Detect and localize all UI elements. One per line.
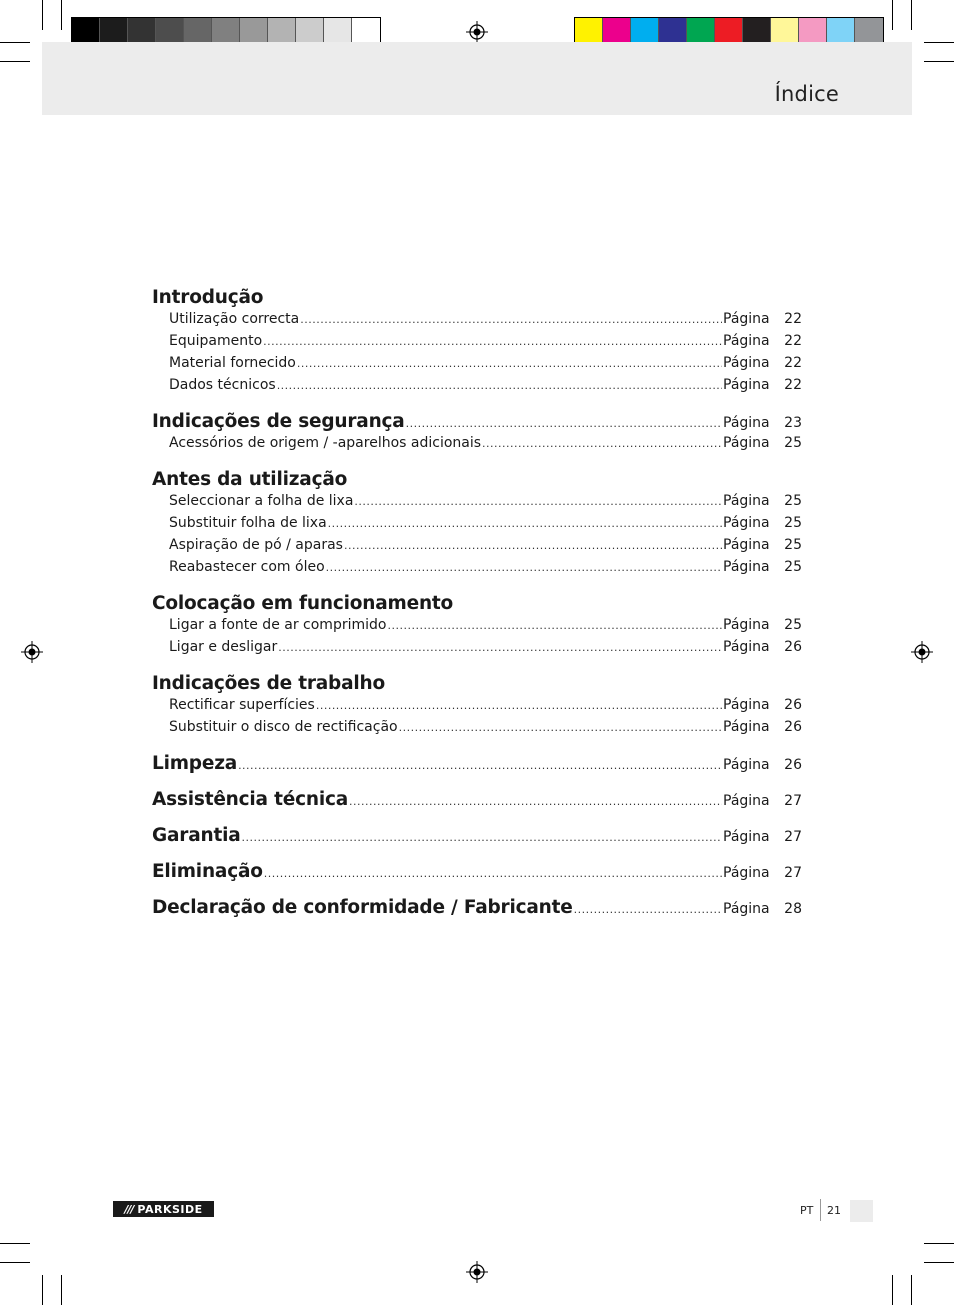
page-ref: 22 xyxy=(784,355,802,371)
entry-label: Substituir o disco de rectificação xyxy=(169,719,398,735)
section-title: Assistência técnica xyxy=(152,789,349,810)
toc-section xyxy=(152,593,802,661)
page-label: Página xyxy=(723,415,770,431)
toc-section-heading[interactable] xyxy=(152,897,802,921)
footer-divider xyxy=(820,1199,821,1221)
section-title: Indicações de trabalho xyxy=(152,673,385,694)
page-ref: 22 xyxy=(784,333,802,349)
dot-leader xyxy=(316,699,722,712)
page-label: Página xyxy=(723,435,770,451)
toc-entry[interactable] xyxy=(152,719,802,741)
entry-label: Ligar e desligar xyxy=(169,639,278,655)
toc-section xyxy=(152,897,802,921)
dot-leader xyxy=(297,357,722,370)
toc-section-heading[interactable] xyxy=(152,593,802,617)
crop-mark xyxy=(924,61,954,62)
entry-label: Utilização correcta xyxy=(169,311,300,327)
page-label: Página xyxy=(723,639,770,655)
page-ref: 25 xyxy=(784,435,802,451)
toc-section-heading[interactable] xyxy=(152,753,802,777)
page-label: Página xyxy=(723,493,770,509)
crop-mark xyxy=(0,1243,30,1244)
dot-leader xyxy=(387,619,722,632)
brand-mark: /// xyxy=(124,1202,134,1216)
toc-section xyxy=(152,411,802,457)
page-ref: 25 xyxy=(784,537,802,553)
toc-section xyxy=(152,469,802,581)
dot-leader xyxy=(354,495,722,508)
page-ref: 25 xyxy=(784,559,802,575)
section-gap xyxy=(152,741,802,753)
toc-section-heading[interactable] xyxy=(152,825,802,849)
registration-mark-icon xyxy=(466,1261,488,1283)
dot-leader xyxy=(263,335,722,348)
entry-label: Ligar a fonte de ar comprimido xyxy=(169,617,387,633)
section-gap xyxy=(152,849,802,861)
entry-label: Substituir folha de lixa xyxy=(169,515,327,531)
crop-mark xyxy=(924,1262,954,1263)
toc-section xyxy=(152,825,802,849)
crop-mark xyxy=(61,0,62,30)
page-ref: 27 xyxy=(784,865,802,881)
crop-mark xyxy=(42,0,43,30)
toc-entry[interactable] xyxy=(152,537,802,559)
crop-mark xyxy=(0,61,30,62)
registration-mark-icon xyxy=(21,641,43,663)
crop-mark xyxy=(892,1275,893,1305)
crop-mark xyxy=(924,42,954,43)
toc-section xyxy=(152,789,802,813)
dot-leader xyxy=(264,867,722,880)
section-title: Limpeza xyxy=(152,753,238,774)
dot-leader xyxy=(406,417,722,430)
crop-mark xyxy=(892,0,893,30)
page-label: Página xyxy=(723,793,770,809)
page-ref: 28 xyxy=(784,901,802,917)
dot-leader xyxy=(349,795,722,808)
entry-label: Aspiração de pó / aparas xyxy=(169,537,343,553)
page-ref: 26 xyxy=(784,719,802,735)
registration-mark-icon xyxy=(911,641,933,663)
page-ref: 26 xyxy=(784,757,802,773)
crop-mark xyxy=(924,1243,954,1244)
dot-leader xyxy=(277,379,722,392)
toc-entry[interactable] xyxy=(152,697,802,719)
toc-section-heading[interactable] xyxy=(152,287,802,311)
language-code: PT xyxy=(800,1204,814,1217)
page-ref: 25 xyxy=(784,617,802,633)
section-title: Declaração de conformidade / Fabricante xyxy=(152,897,573,918)
toc-entry[interactable] xyxy=(152,639,802,661)
section-title: Indicações de segurança xyxy=(152,411,405,432)
toc-entry[interactable] xyxy=(152,333,802,355)
page-label: Página xyxy=(723,515,770,531)
toc-entry[interactable] xyxy=(152,377,802,399)
section-gap xyxy=(152,777,802,789)
toc-entry[interactable] xyxy=(152,559,802,581)
page-label: Página xyxy=(723,697,770,713)
page-ref: 22 xyxy=(784,311,802,327)
page-label: Página xyxy=(723,537,770,553)
crop-mark xyxy=(42,1275,43,1305)
dot-leader xyxy=(328,517,722,530)
crop-mark xyxy=(911,1275,912,1305)
page-label: Página xyxy=(723,901,770,917)
table-of-contents xyxy=(152,287,802,921)
brand-name: PARKSIDE xyxy=(137,1202,203,1216)
section-title: Antes da utilização xyxy=(152,469,348,490)
page-ref: 26 xyxy=(784,697,802,713)
dot-leader xyxy=(278,641,722,654)
dot-leader xyxy=(399,721,722,734)
toc-entry[interactable] xyxy=(152,435,802,457)
section-gap xyxy=(152,813,802,825)
section-title: Colocação em funcionamento xyxy=(152,593,454,614)
toc-entry[interactable] xyxy=(152,311,802,333)
toc-section xyxy=(152,287,802,399)
toc-section-heading[interactable] xyxy=(152,469,802,493)
toc-section xyxy=(152,673,802,741)
page-ref: 25 xyxy=(784,515,802,531)
page-number: 21 xyxy=(827,1204,841,1217)
page-ref: 25 xyxy=(784,493,802,509)
dot-leader xyxy=(574,903,722,916)
crop-mark xyxy=(911,0,912,30)
section-title: Garantia xyxy=(152,825,241,846)
dot-leader xyxy=(242,831,722,844)
crop-mark xyxy=(0,42,30,43)
page-ref: 23 xyxy=(784,415,802,431)
toc-section-heading[interactable] xyxy=(152,673,802,697)
section-gap xyxy=(152,885,802,897)
page-label: Página xyxy=(723,757,770,773)
section-gap xyxy=(152,661,802,673)
page-label: Página xyxy=(723,377,770,393)
page-label: Página xyxy=(723,617,770,633)
page-label: Página xyxy=(723,719,770,735)
footer-tab xyxy=(850,1200,873,1222)
page-ref: 27 xyxy=(784,793,802,809)
toc-entry[interactable] xyxy=(152,493,802,515)
entry-label: Reabastecer com óleo xyxy=(169,559,325,575)
entry-label: Seleccionar a folha de lixa xyxy=(169,493,354,509)
page-label: Página xyxy=(723,559,770,575)
toc-section xyxy=(152,753,802,777)
dot-leader xyxy=(326,561,722,574)
page-label: Página xyxy=(723,333,770,349)
registration-mark-icon xyxy=(466,21,488,43)
crop-mark xyxy=(0,1262,30,1263)
entry-label: Acessórios de origem / -aparelhos adicionais xyxy=(169,435,482,451)
section-title: Introdução xyxy=(152,287,264,308)
page-ref: 27 xyxy=(784,829,802,845)
toc-entry[interactable] xyxy=(152,617,802,639)
crop-mark xyxy=(61,1275,62,1305)
section-gap xyxy=(152,399,802,411)
page-label: Página xyxy=(723,829,770,845)
toc-entry[interactable] xyxy=(152,355,802,377)
page-ref: 22 xyxy=(784,377,802,393)
dot-leader xyxy=(344,539,722,552)
toc-section-heading[interactable] xyxy=(152,411,802,435)
page-label: Página xyxy=(723,311,770,327)
section-gap xyxy=(152,581,802,593)
section-title: Eliminação xyxy=(152,861,263,882)
toc-section-heading[interactable] xyxy=(152,789,802,813)
toc-entry[interactable] xyxy=(152,515,802,537)
toc-section-heading[interactable] xyxy=(152,861,802,885)
dot-leader xyxy=(482,437,722,450)
entry-label: Equipamento xyxy=(169,333,263,349)
dot-leader xyxy=(238,759,722,772)
dot-leader xyxy=(300,313,722,326)
page-title: Índice xyxy=(774,82,839,106)
entry-label: Dados técnicos xyxy=(169,377,276,393)
entry-label: Material fornecido xyxy=(169,355,296,371)
toc-section xyxy=(152,861,802,885)
page-ref: 26 xyxy=(784,639,802,655)
section-gap xyxy=(152,457,802,469)
entry-label: Rectificar superfícies xyxy=(169,697,315,713)
page-label: Página xyxy=(723,355,770,371)
parkside-logo xyxy=(113,1201,214,1217)
page-label: Página xyxy=(723,865,770,881)
